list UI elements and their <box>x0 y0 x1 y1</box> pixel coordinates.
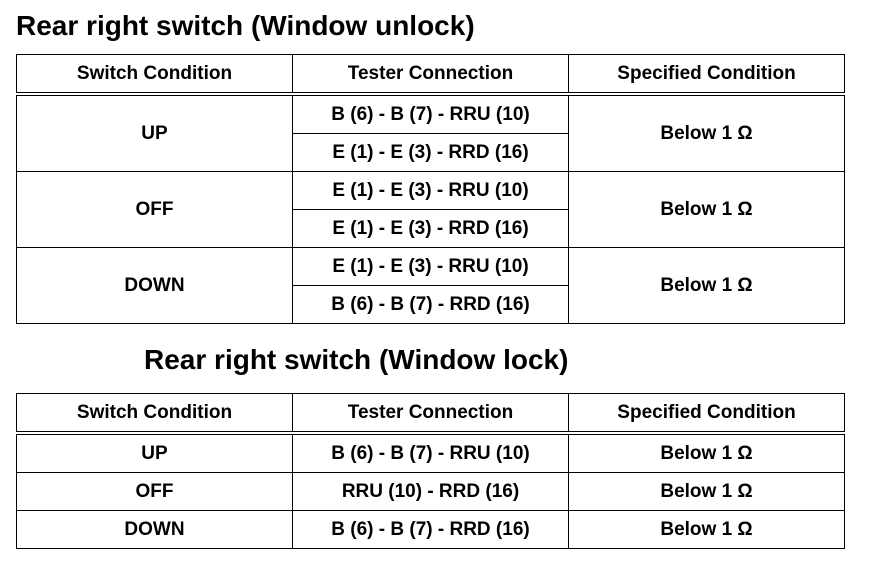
header-specified-condition: Specified Condition <box>569 394 845 434</box>
header-tester-connection: Tester Connection <box>293 394 569 434</box>
table-row <box>17 433 845 473</box>
section-title-window-lock: Rear right switch (Window lock) <box>144 344 569 375</box>
tester-connection-cell: B (6) - B (7) - RRD (16) <box>293 511 569 549</box>
switch-condition-cell: OFF <box>17 473 293 511</box>
specified-condition-cell: Below 1 Ω <box>569 248 845 324</box>
tester-connection-cell: E (1) - E (3) - RRU (10) <box>293 172 569 210</box>
tester-connection-cell: B (6) - B (7) - RRU (10) <box>293 94 569 134</box>
window-lock-table <box>16 393 845 549</box>
switch-condition-cell: UP <box>17 433 293 473</box>
table-header-row <box>17 55 845 95</box>
switch-condition-cell: DOWN <box>17 248 293 324</box>
specified-condition-cell: Below 1 Ω <box>569 94 845 172</box>
header-switch-condition: Switch Condition <box>17 55 293 95</box>
table-row <box>17 248 845 286</box>
section-title-window-unlock: Rear right switch (Window unlock) <box>16 10 475 41</box>
specified-condition-cell: Below 1 Ω <box>569 473 845 511</box>
header-specified-condition: Specified Condition <box>569 55 845 95</box>
specified-condition-cell: Below 1 Ω <box>569 511 845 549</box>
table-row <box>17 172 845 210</box>
table-row <box>17 473 845 511</box>
tester-connection-cell: B (6) - B (7) - RRU (10) <box>293 433 569 473</box>
table-row <box>17 94 845 134</box>
specified-condition-cell: Below 1 Ω <box>569 172 845 248</box>
tester-connection-cell: E (1) - E (3) - RRU (10) <box>293 248 569 286</box>
header-tester-connection: Tester Connection <box>293 55 569 95</box>
table-row <box>17 511 845 549</box>
switch-condition-cell: OFF <box>17 172 293 248</box>
table-header-row <box>17 394 845 434</box>
specified-condition-cell: Below 1 Ω <box>569 433 845 473</box>
tester-connection-cell: E (1) - E (3) - RRD (16) <box>293 210 569 248</box>
switch-condition-cell: UP <box>17 94 293 172</box>
window-unlock-table <box>16 54 845 324</box>
tester-connection-cell: B (6) - B (7) - RRD (16) <box>293 286 569 324</box>
header-switch-condition: Switch Condition <box>17 394 293 434</box>
switch-condition-cell: DOWN <box>17 511 293 549</box>
tester-connection-cell: E (1) - E (3) - RRD (16) <box>293 134 569 172</box>
tester-connection-cell: RRU (10) - RRD (16) <box>293 473 569 511</box>
